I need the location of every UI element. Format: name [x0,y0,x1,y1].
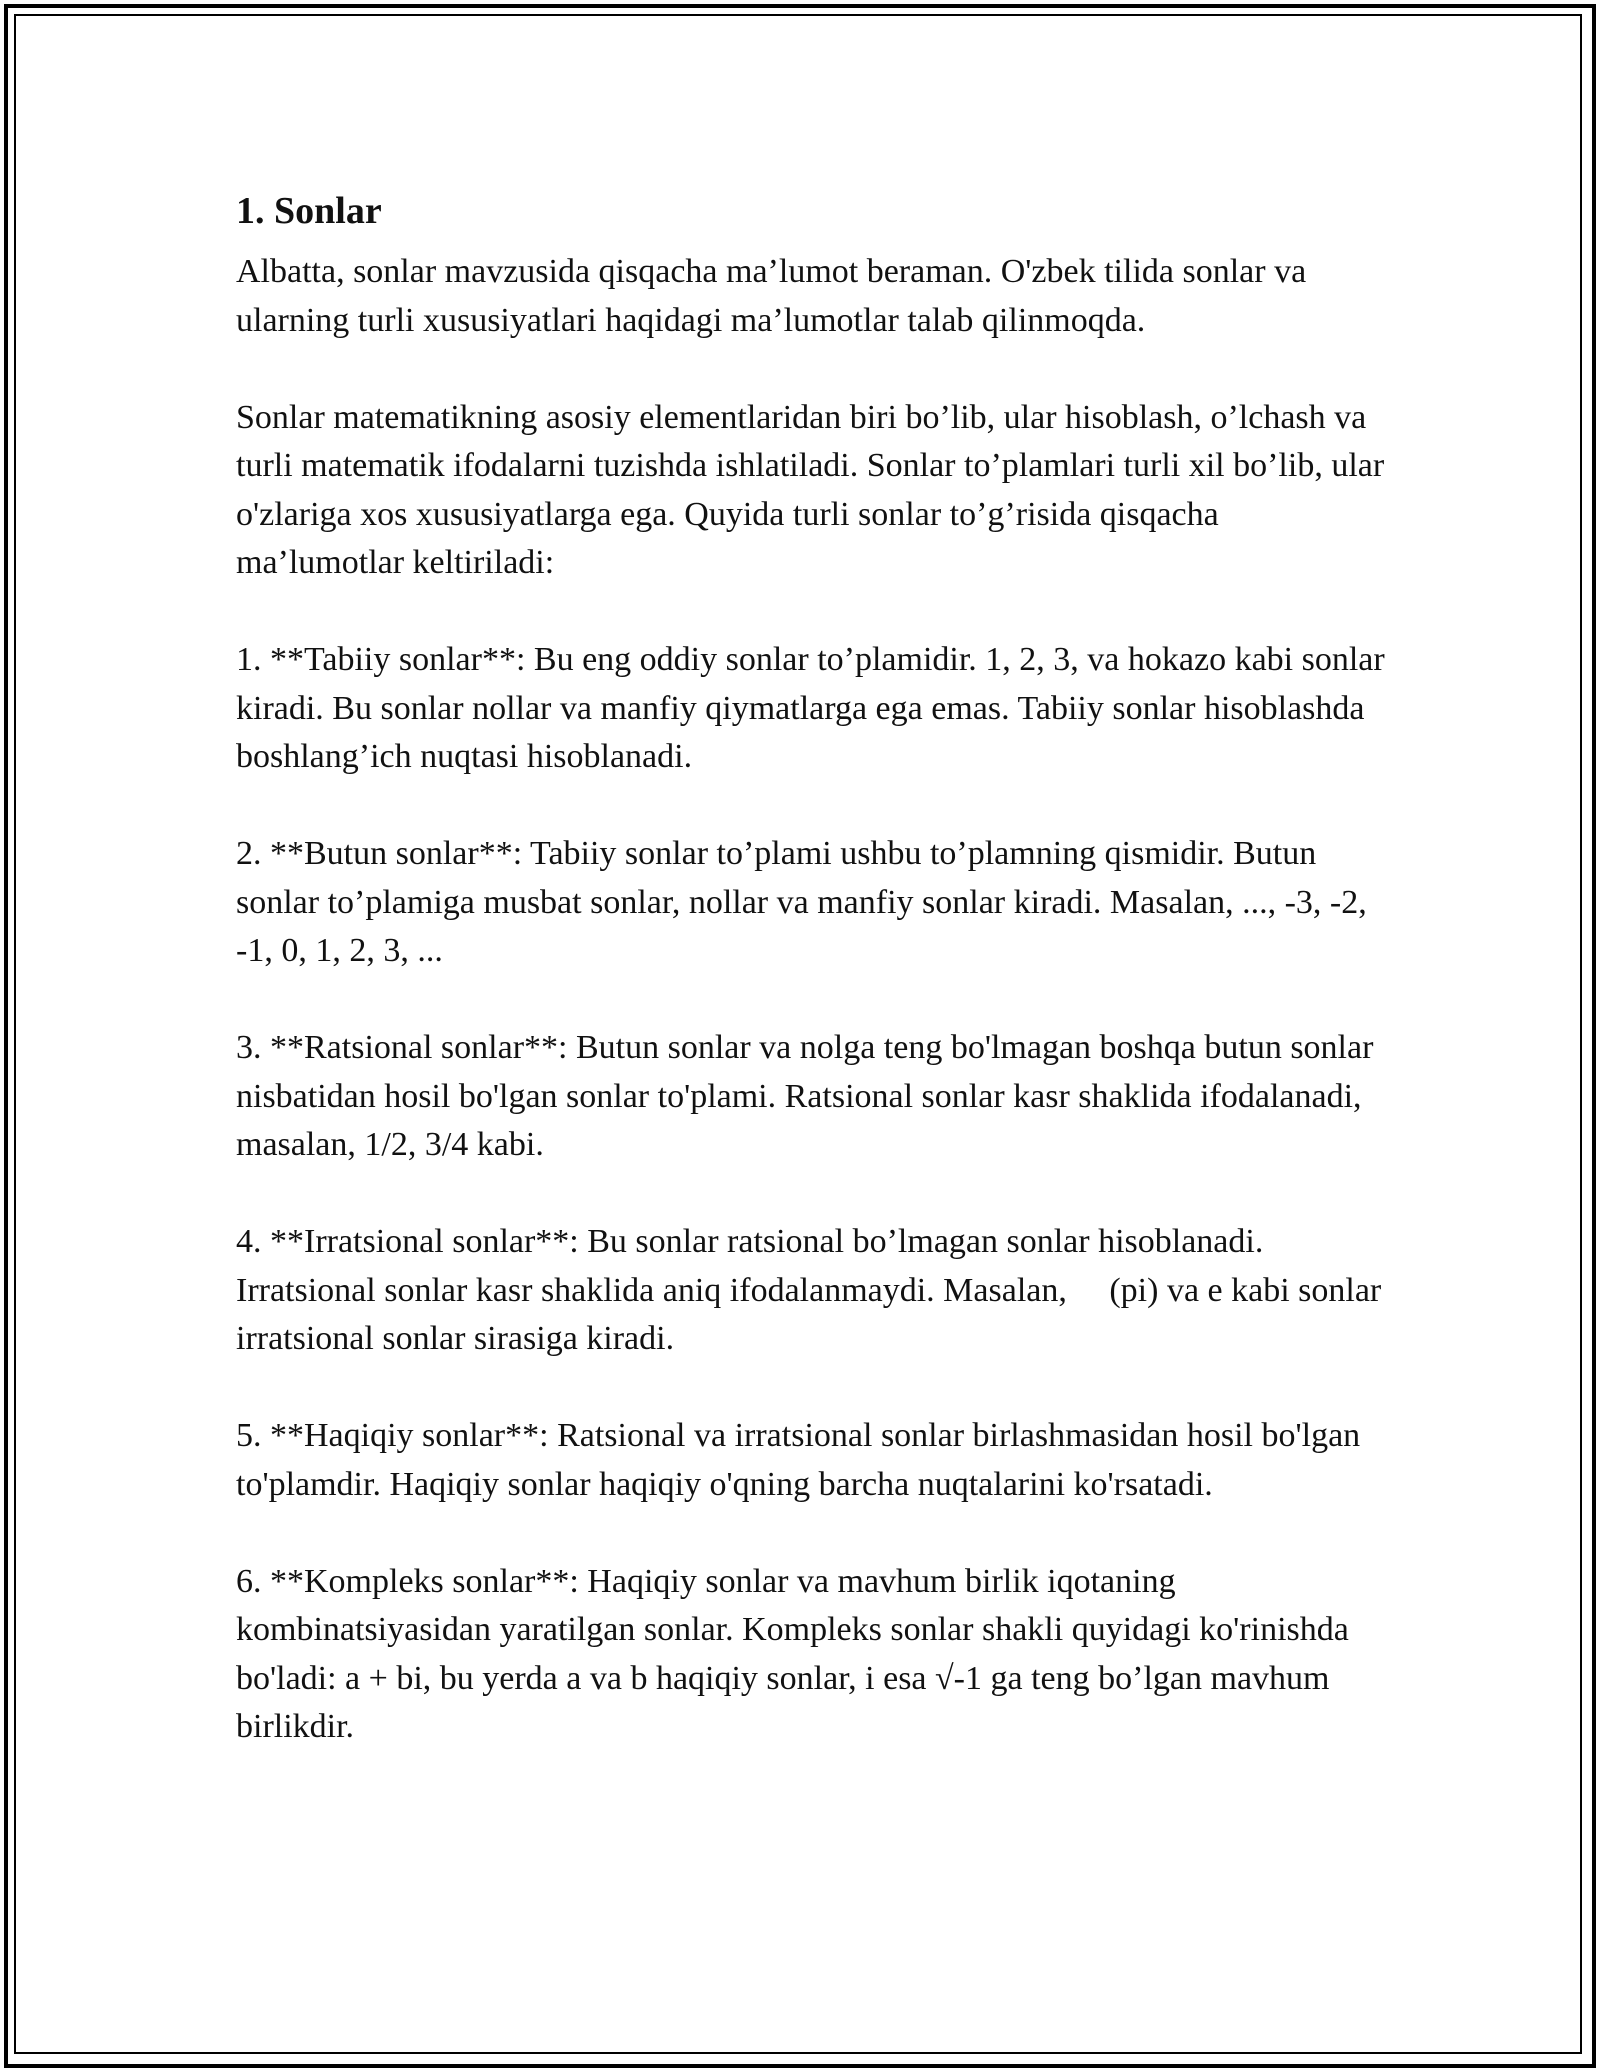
paragraph-intro: Albatta, sonlar mavzusida qisqacha ma’lumot beraman. O'zbek tilida sonlar va ularning turli xususiyatlari haqidagi ma’lumotlar talab qilinmoqda. [236,253,1307,339]
paragraph-rational-numbers: 3. **Ratsional sonlar**: Butun sonlar va nolga teng bo'lmagan boshqa butun sonlar nisbatidan hosil bo'lgan sonlar to'plami. Ratsional sonlar kasr shaklida ifodalanadi, masalan, 1/2, 3/4 kabi. [236,1029,1374,1163]
paragraph-natural-numbers: 1. **Tabiiy sonlar**: Bu eng oddiy sonlar to’plamidir. 1, 2, 3, va hokazo kabi sonlar kiradi. Bu sonlar nollar va manfiy qiymatlarga ega emas. Tabiiy sonlar hisoblashda boshlang’ich nuqtasi hisoblanadi. [236,641,1385,775]
paragraph-integers: 2. **Butun sonlar**: Tabiiy sonlar to’plami ushbu to’plamning qismidir. Butun sonlar to’plamiga musbat sonlar, nollar va manfiy sonlar kiradi. Masalan, ..., -3, -2, -1, 0, 1, 2, 3, ... [236,835,1367,969]
paragraph-irrational-numbers: 4. **Irratsional sonlar**: Bu sonlar ratsional bo’lmagan sonlar hisoblanadi. Irratsional sonlar kasr shaklida aniq ifodalanmaydi. Masalan, (pi) va e kabi sonlar irratsional sonlar sirasiga kiradi. [236,1223,1390,1357]
section-heading: 1. Sonlar [236,190,382,232]
paragraph-complex-numbers: 6. **Kompleks sonlar**: Haqiqiy sonlar va mavhum birlik iqotaning kombinatsiyasidan yaratilgan sonlar. Kompleks sonlar shakli quyidagi ko'rinishda bo'ladi: a + bi, bu yerda a va b haqiqiy sonlar, i esa √-1 ga teng bo’lgan mavhum birlikdir. [236,1562,1349,1745]
paragraph-overview: Sonlar matematikning asosiy elementlaridan biri bo’lib, ular hisoblash, o’lchash va turli matematik ifodalarni tuzishda ishlatiladi. Sonlar to’plamlari turli xil bo’lib, ular o'zlariga xos xususiyatlarga ega. Quyida turli sonlar to’g’risida qisqacha ma’lumotlar keltiriladi: [236,398,1385,581]
document-body [236,186,1390,1752]
paragraph-real-numbers: 5. **Haqiqiy sonlar**: Ratsional va irratsional sonlar birlashmasidan hosil bo'lgan to'plamdir. Haqiqiy sonlar haqiqiy o'qning barcha nuqtalarini ko'rsatadi. [236,1417,1361,1503]
